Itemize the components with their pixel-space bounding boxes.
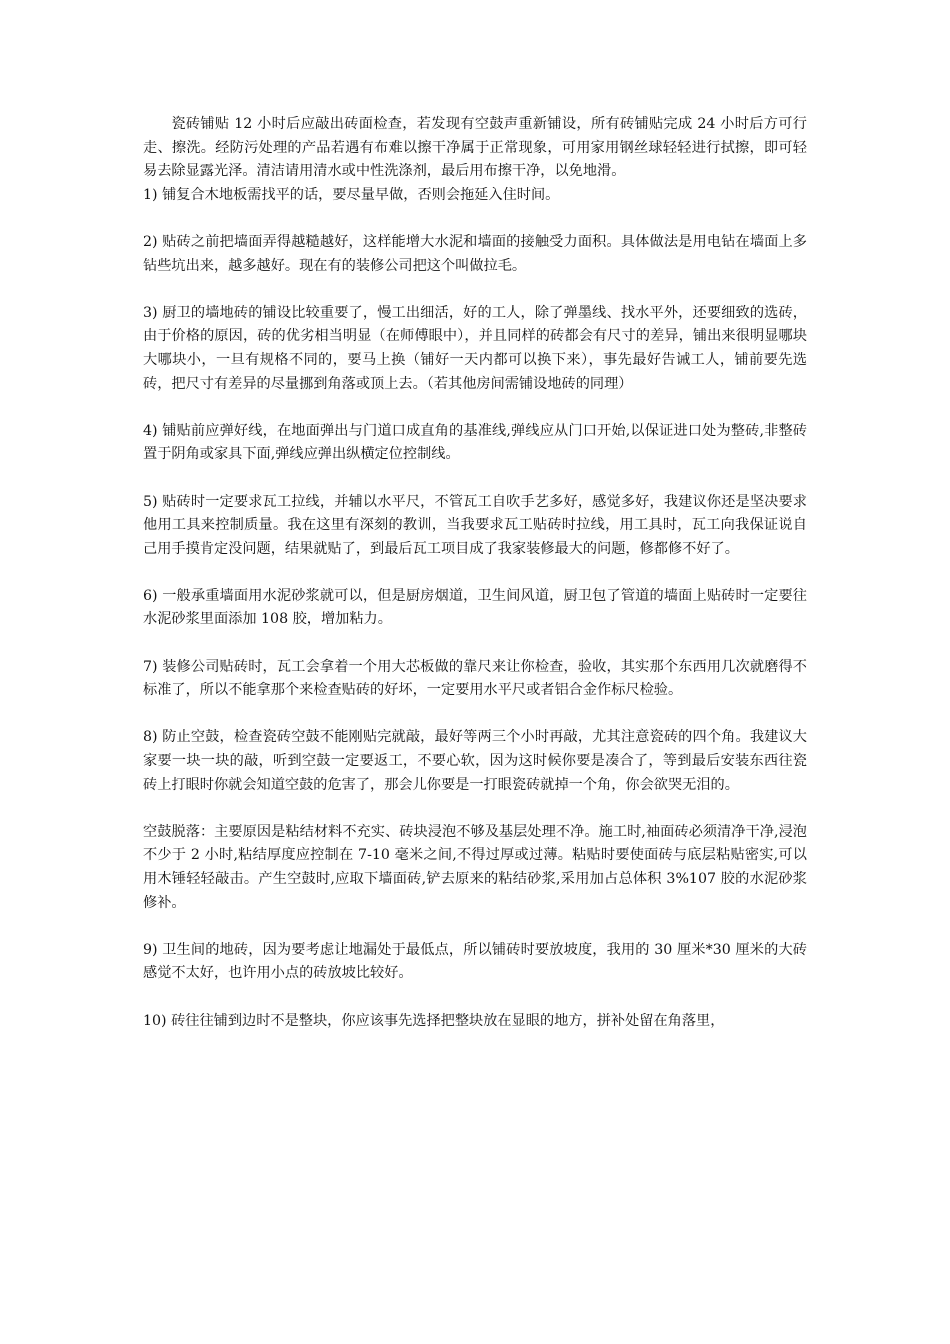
tip-9-paragraph: 9) 卫生间的地砖，因为要考虑让地漏处于最低点，所以铺砖时要放坡度，我用的 30 厘米*30 厘米的大砖感觉不太好，也许用小点的砖放坡比较好。 (143, 941, 807, 982)
tip-8-paragraph: 8) 防止空鼓，检查瓷砖空鼓不能刚贴完就敲，最好等两三个小时再敲，尤其注意瓷砖的四个角。我建议大家要一块一块的敲，听到空鼓一定要返工，不要心软，因为这时候你要是凑合了，等到最后安装东西往瓷砖上打眼时你就会知道空鼓的危害了，那会儿你要是一打眼瓷砖就掉一个角，你会欲哭无泪的。 (143, 729, 807, 793)
tip-10-paragraph: 10) 砖往往铺到边时不是整块，你应该事先选择把整块放在显眼的地方，拼补处留在角落里， (143, 1012, 725, 1029)
paragraph-gap (143, 986, 807, 1010)
paragraph-gap (143, 915, 807, 939)
paragraph-gap (143, 632, 807, 656)
tip-3-paragraph: 3) 厨卫的墙地砖的铺设比较重要了，慢工出细活，好的工人，除了弹墨线、找水平外，还要细致的选砖，由于价格的原因，砖的优劣相当明显（在师傅眼中），并且同样的砖都会有尺寸的差异，铺出来很明显哪块大哪块小，一旦有规格不同的，要马上换（铺好一天内都可以换下来），事先最好告诫工人，铺前要先选砖，把尺寸有差异的尽量挪到角落或顶上去。（若其他房间需铺设地砖的同理） (143, 304, 807, 392)
paragraph-gap (143, 207, 807, 231)
tip-1-paragraph: 1) 铺复合木地板需找平的话，要尽量早做，否则会拖延入住时间。 (143, 186, 560, 203)
paragraph-gap (143, 278, 807, 302)
tip-6-paragraph: 6) 一般承重墙面用水泥砂浆就可以，但是厨房烟道，卫生间风道，厨卫包了管道的墙面上贴砖时一定要往水泥砂浆里面添加 108 胶，增加粘力。 (143, 587, 807, 628)
tip-5-paragraph: 5) 贴砖时一定要求瓦工拉线，并辅以水平尺，不管瓦工自吹手艺多好，感觉多好，我建议你还是坚决要求他用工具来控制质量。我在这里有深刻的教训，当我要求瓦工贴砖时拉线，用工具时，瓦工向我保证说自己用手摸肯定没问题，结果就贴了，到最后瓦工项目成了我家装修最大的问题，修都修不好了。 (143, 493, 807, 557)
paragraph-gap (143, 703, 807, 727)
tip-7-paragraph: 7) 装修公司贴砖时，瓦工会拿着一个用大芯板做的靠尺来让你检查，验收，其实那个东西用几次就磨得不标准了，所以不能拿那个来检查贴砖的好坏，一定要用水平尺或者铝合金作标尺检验。 (143, 658, 807, 699)
hollow-detachment-paragraph: 空鼓脱落：主要原因是粘结材料不充实、砖块浸泡不够及基层处理不净。施工时,袖面砖必须清净干净,浸泡不少于 2 小时,粘结厚度应控制在 7-10 毫米之间,不得过厚或过薄。粘贴时要使面砖与底层粘贴密实,可以用木锤轻轻敲击。产生空鼓时,应取下墙面砖,铲去原来的粘结砂浆,采用加占总体积 3%107 胶的水泥砂浆修补。 (143, 823, 807, 911)
paragraph-gap (143, 396, 807, 420)
tip-4-paragraph: 4) 铺贴前应弹好线，在地面弹出与门道口成直角的基准线,弹线应从门口开始,以保证进口处为整砖,非整砖置于阴角或家具下面,弹线应弹出纵横定位控制线。 (143, 422, 807, 463)
tip-2-paragraph: 2) 贴砖之前把墙面弄得越糙越好，这样能增大水泥和墙面的接触受力面积。具体做法是用电钻在墙面上多钻些坑出来，越多越好。现在有的装修公司把这个叫做拉毛。 (143, 233, 807, 274)
paragraph-gap (143, 797, 807, 821)
paragraph-gap (143, 561, 807, 585)
paragraph-gap (143, 467, 807, 491)
document-page (143, 113, 807, 1033)
intro-paragraph: 瓷砖铺贴 12 小时后应敲出砖面检查，若发现有空鼓声重新铺设，所有砖铺贴完成 24 小时后方可行走、擦洗。经防污处理的产品若遇有布难以擦干净属于正常现象，可用家用钢丝球轻轻进行拭擦，即可轻易去除显露光泽。清洁请用清水或中性洗涤剂，最后用布擦干净，以免地滑。 (143, 116, 807, 180)
